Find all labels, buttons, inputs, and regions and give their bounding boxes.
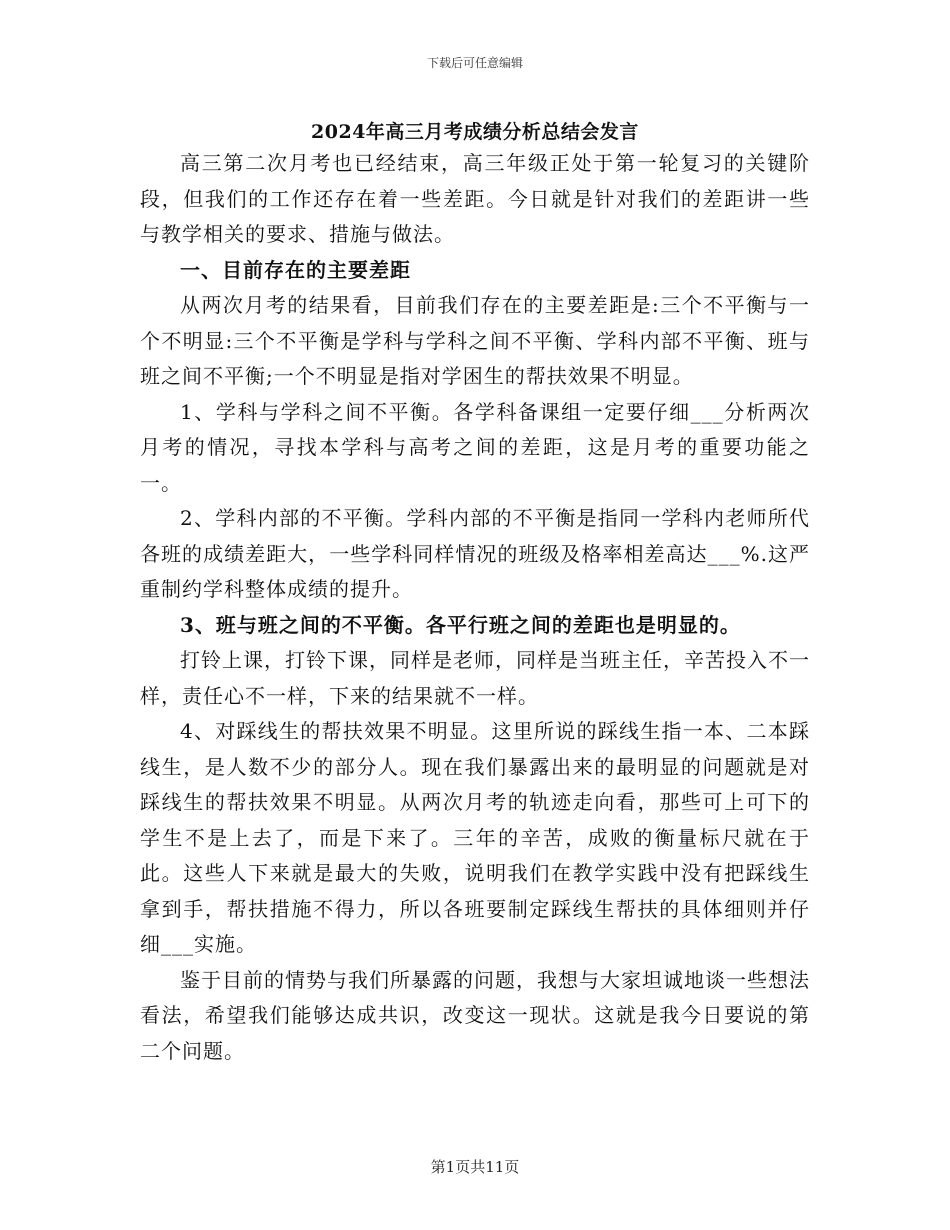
paragraph-point-3-body: 打铃上课，打铃下课，同样是老师，同样是当班主任，辛苦投入不一样，责任心不一样，下来的结果就不一样。 [140, 648, 810, 708]
header-note: 下载后可任意编辑 [426, 56, 523, 70]
paragraph-point-3-heading: 3、班与班之间的不平衡。各平行班之间的差距也是明显的。 [180, 612, 741, 637]
section-heading-gaps: 一、目前存在的主要差距 [180, 257, 411, 282]
paragraph-point-4: 4、对踩线生的帮扶效果不明显。这里所说的踩线生指一本、二本踩线生，是人数不少的部分人。现在我们暴露出来的最明显的问题就是对踩线生的帮扶效果不明显。从两次月考的轨迹走向看，那些可上可下的学生不是上去了，而是下来了。三年的辛苦，成败的衡量标尺就在于此。这些人下来就是最大的失败，说明我们在教学实践中没有把踩线生拿到手，帮扶措施不得力，所以各班要制定踩线生帮扶的具体细则并仔细___实施。 [140, 719, 810, 956]
page-number: 第1页共11页 [430, 1158, 520, 1176]
paragraph-point-2: 2、学科内部的不平衡。学科内部的不平衡是指同一学科内老师所代各班的成绩差距大，一些学科同样情况的班级及格率相差高达___%.这严重制约学科整体成绩的提升。 [140, 506, 810, 601]
paragraph-gaps-summary: 从两次月考的结果看，目前我们存在的主要差距是:三个不平衡与一个不明显:三个不平衡是学科与学科之间不平衡、学科内部不平衡、班与班之间不平衡;一个不明显是指对学困生的帮扶效果不明显。 [140, 293, 810, 388]
document-title: 2024年高三月考成绩分析总结会发言 [311, 121, 639, 143]
paragraph-conclusion: 鉴于目前的情势与我们所暴露的问题，我想与大家坦诚地谈一些想法看法，希望我们能够达成共识，改变这一现状。这就是我今日要说的第二个问题。 [140, 967, 810, 1063]
paragraph-intro: 高三第二次月考也已经结束，高三年级正处于第一轮复习的关键阶段，但我们的工作还存在着一些差距。今日就是针对我们的差距讲一些与教学相关的要求、措施与做法。 [140, 151, 810, 246]
document-body [140, 146, 810, 1069]
paragraph-point-1: 1、学科与学科之间不平衡。各学科备课组一定要仔细___分析两次月考的情况，寻找本学科与高考之间的差距，这是月考的重要功能之一。 [140, 399, 810, 495]
